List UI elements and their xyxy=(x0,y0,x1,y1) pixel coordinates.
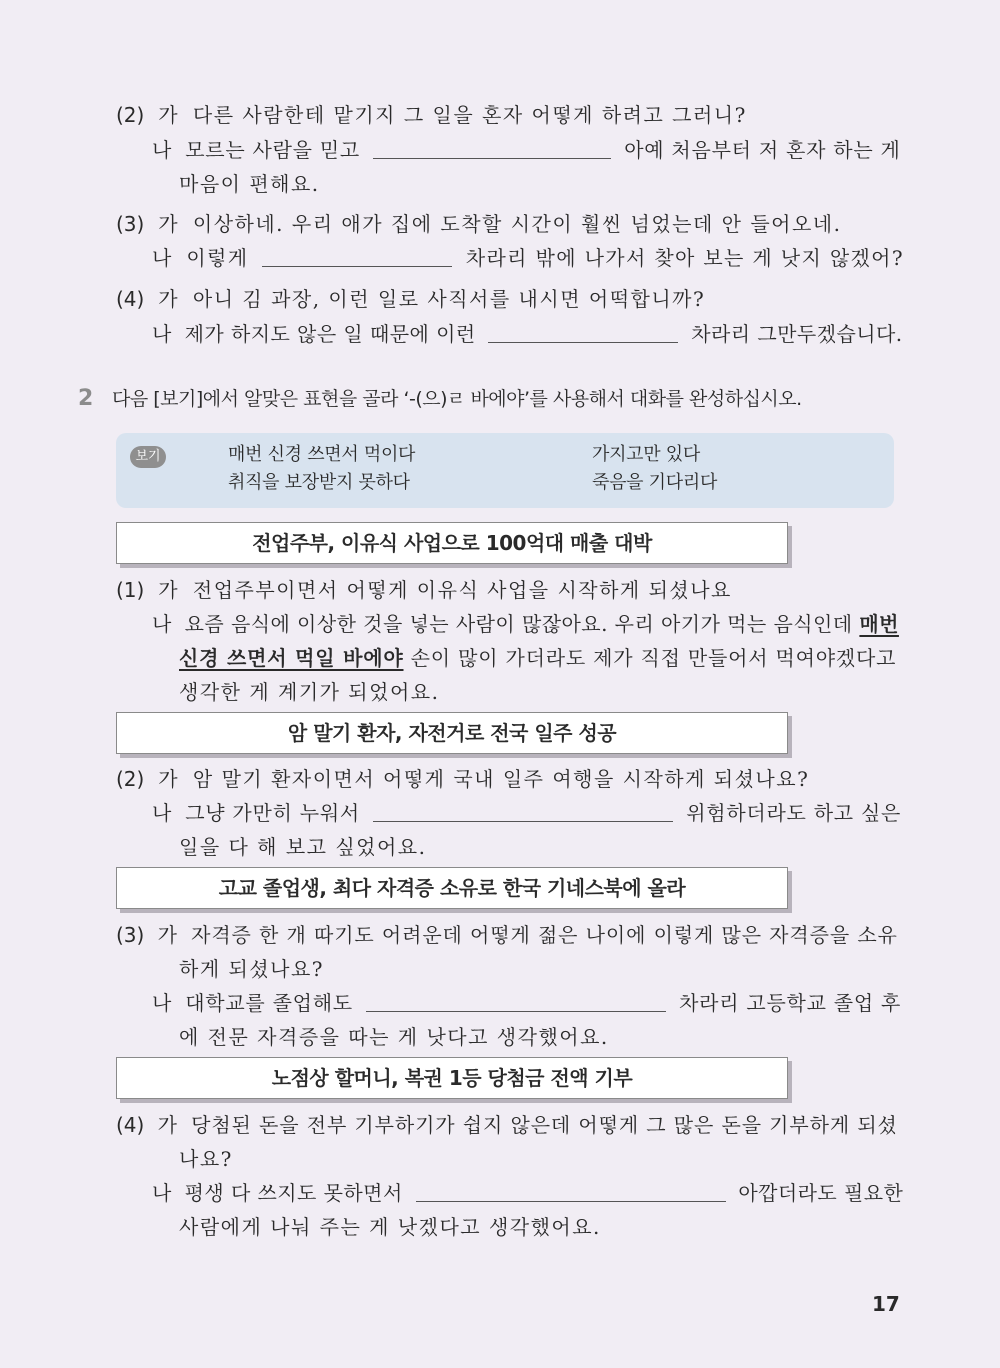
dialogue-text: 자격증 한 개 따기도 어려운데 어떻게 젊은 나이에 이렇게 많은 자격증을 소유 xyxy=(191,923,898,947)
exercise-line xyxy=(152,799,901,827)
example-item: 죽음을 기다리다 xyxy=(592,472,718,493)
dialogue-text: 차라리 밖에 나가서 찾아 보는 게 낫지 않겠어? xyxy=(465,246,904,270)
answer-blank[interactable] xyxy=(488,320,678,343)
dialogue-text: 그냥 가만히 누워서 xyxy=(185,801,360,825)
news-headline: 암 말기 환자, 자전거로 전국 일주 성공 xyxy=(116,712,788,754)
example-item: 매번 신경 쓰면서 먹이다 xyxy=(228,444,416,465)
dialogue-text: 아예 처음부터 저 혼자 하는 게 xyxy=(624,138,901,162)
answer-blank[interactable] xyxy=(416,1179,726,1202)
dialogue-text: 차라리 고등학교 졸업 후 xyxy=(679,991,902,1015)
exercise-line xyxy=(152,244,904,272)
answer-blank[interactable] xyxy=(262,244,452,267)
exercise-line xyxy=(179,170,320,198)
dialogue-text: 손이 많이 가더라도 제가 직접 만들어서 먹여야겠다고 xyxy=(410,646,897,670)
exercise-line xyxy=(152,610,899,638)
dialogue-text: 제가 하지도 않은 일 때문에 이런 xyxy=(184,322,476,346)
sample-answer: 매번 xyxy=(859,612,899,636)
dialogue-text: 대학교를 졸업해도 xyxy=(185,991,353,1015)
exercise-line xyxy=(152,1179,903,1207)
speaker-na: 나 xyxy=(152,138,173,162)
speaker-ga: 가 xyxy=(157,1113,178,1137)
speaker-na: 나 xyxy=(152,612,172,636)
section-number: 2 xyxy=(78,386,94,411)
speaker-na: 나 xyxy=(152,322,172,346)
exercise-line xyxy=(179,1213,601,1241)
dialogue-text: 평생 다 쓰지도 못하면서 xyxy=(184,1181,403,1205)
example-box xyxy=(116,433,894,508)
dialogue-text: 당첨된 돈을 전부 기부하기가 쉽지 않은데 어떻게 그 많은 돈을 기부하게 되셨 xyxy=(191,1113,898,1137)
news-headline: 노점상 할머니, 복권 1등 당첨금 전액 기부 xyxy=(116,1057,788,1099)
dialogue-text: 암 말기 환자이면서 어떻게 국내 일주 여행을 시작하게 되셨나요? xyxy=(192,767,810,791)
dialogue-text: 아깝더라도 필요한 xyxy=(738,1181,904,1205)
dialogue-text: 요즘 음식에 이상한 것을 넣는 사람이 많잖아요. 우리 아기가 먹는 음식인데 xyxy=(184,612,853,636)
exercise-line xyxy=(116,921,898,949)
exercise-line xyxy=(179,644,896,672)
item-number: (2) xyxy=(116,767,145,791)
exercise-line xyxy=(152,989,901,1017)
answer-blank[interactable] xyxy=(366,989,666,1012)
exercise-line xyxy=(116,576,732,604)
exercise-line xyxy=(179,678,439,706)
dialogue-text: 일을 다 해 보고 싶었어요. xyxy=(179,835,427,859)
example-label: 보기 xyxy=(130,446,166,468)
sample-answer: 신경 쓰면서 먹일 바에야 xyxy=(179,646,404,670)
exercise-line xyxy=(179,833,427,861)
dialogue-text: 사람에게 나눠 주는 게 낫겠다고 생각했어요. xyxy=(179,1215,601,1239)
exercise-line xyxy=(179,955,324,983)
dialogue-text: 이렇게 xyxy=(186,246,249,270)
dialogue-text: 모르는 사람을 믿고 xyxy=(185,138,360,162)
item-number: (2) xyxy=(116,103,145,127)
news-headline: 고교 졸업생, 최다 자격증 소유로 한국 기네스북에 올라 xyxy=(116,867,788,909)
exercise-line xyxy=(179,1145,233,1173)
item-number: (3) xyxy=(116,923,145,947)
speaker-na: 나 xyxy=(152,246,173,270)
dialogue-text: 하게 되셨나요? xyxy=(179,957,324,981)
dialogue-text: 나요? xyxy=(179,1147,233,1171)
speaker-ga: 가 xyxy=(157,923,178,947)
dialogue-text: 위험하더라도 하고 싶은 xyxy=(686,801,902,825)
dialogue-text: 에 전문 자격증을 따는 게 낫다고 생각했어요. xyxy=(179,1025,609,1049)
dialogue-text: 마음이 편해요. xyxy=(179,172,320,196)
speaker-ga: 가 xyxy=(158,767,180,791)
speaker-ga: 가 xyxy=(158,103,180,127)
dialogue-text: 다른 사람한테 맡기지 그 일을 혼자 어떻게 하려고 그러니? xyxy=(192,103,747,127)
speaker-ga: 가 xyxy=(158,578,180,602)
speaker-na: 나 xyxy=(152,801,173,825)
exercise-line xyxy=(152,320,903,348)
exercise-line xyxy=(116,285,705,313)
speaker-ga: 가 xyxy=(158,287,180,311)
item-number: (3) xyxy=(116,212,145,236)
example-item: 취직을 보장받지 못하다 xyxy=(228,472,410,493)
dialogue-text: 차라리 그만두겠습니다. xyxy=(691,322,903,346)
section-instruction: 다음 [보기]에서 알맞은 표현을 골라 ‘-(으)ㄹ 바에야’를 사용해서 대화를 완성하십시오. xyxy=(112,388,802,410)
speaker-na: 나 xyxy=(152,991,173,1015)
item-number: (1) xyxy=(116,578,145,602)
item-number: (4) xyxy=(116,1113,145,1137)
exercise-line xyxy=(179,1023,609,1051)
page-number: 17 xyxy=(872,1292,900,1316)
exercise-line xyxy=(116,1111,898,1139)
answer-blank[interactable] xyxy=(373,136,611,159)
example-item: 가지고만 있다 xyxy=(592,444,700,465)
item-number: (4) xyxy=(116,287,145,311)
speaker-ga: 가 xyxy=(158,212,180,236)
news-headline: 전업주부, 이유식 사업으로 100억대 매출 대박 xyxy=(116,522,788,564)
dialogue-text: 생각한 게 계기가 되었어요. xyxy=(179,680,440,704)
exercise-line xyxy=(116,210,841,238)
exercise-line xyxy=(116,101,747,129)
dialogue-text: 전업주부이면서 어떻게 이유식 사업을 시작하게 되셨나요 xyxy=(192,578,732,602)
answer-blank[interactable] xyxy=(373,799,673,822)
exercise-line xyxy=(116,765,809,793)
speaker-na: 나 xyxy=(152,1181,172,1205)
exercise-line xyxy=(152,136,901,164)
dialogue-text: 이상하네. 우리 애가 집에 도착할 시간이 훨씬 넘었는데 안 들어오네. xyxy=(192,212,842,236)
dialogue-text: 아니 김 과장, 이런 일로 사직서를 내시면 어떡합니까? xyxy=(192,287,706,311)
